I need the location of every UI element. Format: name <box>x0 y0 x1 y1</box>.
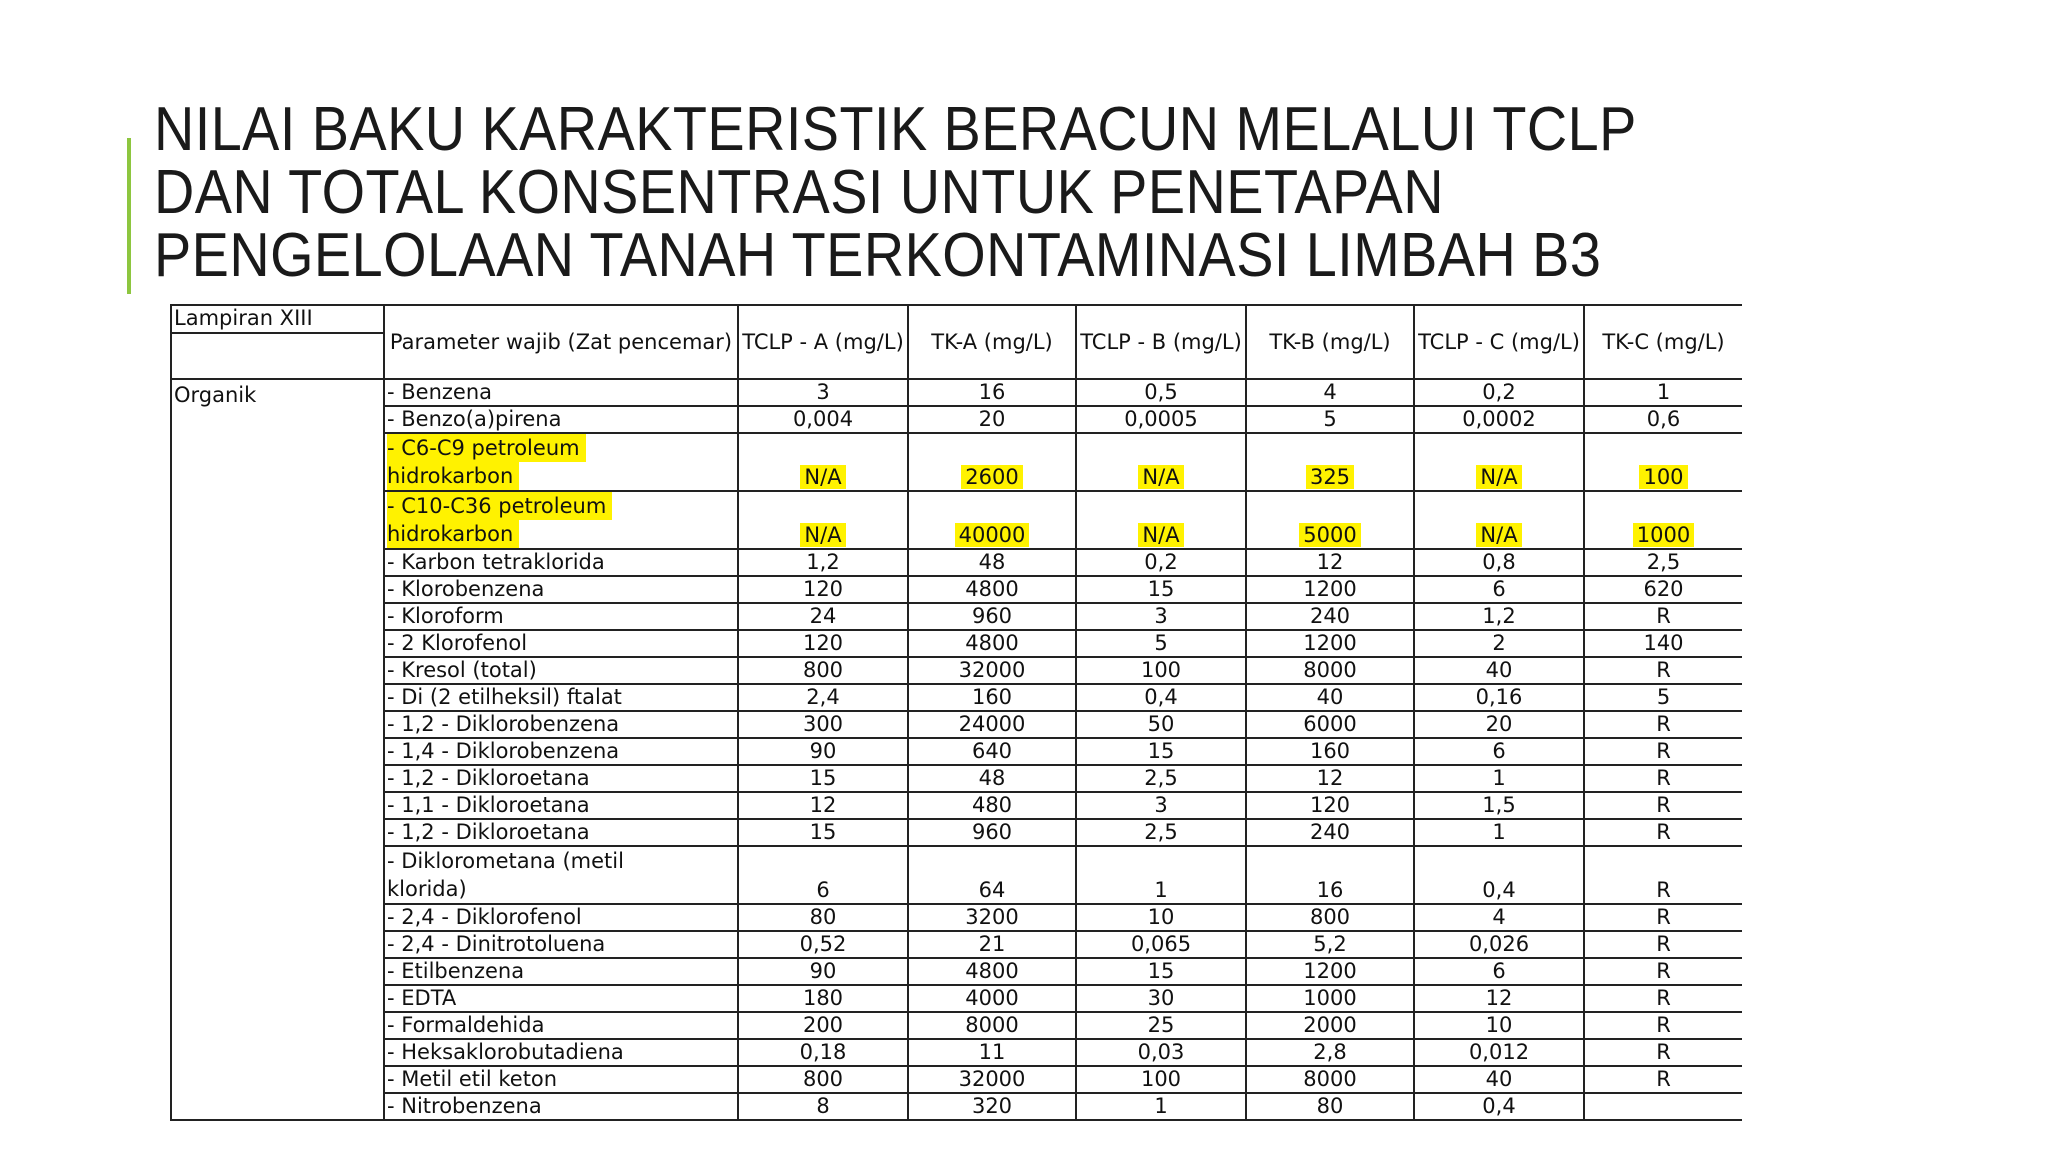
value-tclp-c: 20 <box>1414 711 1584 738</box>
value-tk-c <box>1584 1093 1742 1120</box>
value-tclp-c: 6 <box>1414 576 1584 603</box>
value-tk-c <box>1584 433 1742 491</box>
value-tclp-a: 15 <box>738 765 908 792</box>
value-tclp-b <box>1076 491 1246 549</box>
value-tclp-c: 0,2 <box>1414 379 1584 406</box>
value-tk-b: 40 <box>1246 684 1414 711</box>
value-tclp-a: 24 <box>738 603 908 630</box>
table-row <box>171 684 1742 711</box>
value-tk-a: 32000 <box>908 657 1076 684</box>
header-tk-b: TK-B (mg/L) <box>1246 305 1414 379</box>
value-tclp-b: 0,03 <box>1076 1039 1246 1066</box>
value-tclp-c: 1,2 <box>1414 603 1584 630</box>
highlighted-value: 5000 <box>1299 523 1360 547</box>
value-tk-b: 8000 <box>1246 657 1414 684</box>
value-tclp-c: 0,4 <box>1414 1093 1584 1120</box>
value-tk-a: 48 <box>908 549 1076 576</box>
table-row <box>171 819 1742 846</box>
value-tk-c: R <box>1584 904 1742 931</box>
parameter-name: - Kresol (total) <box>384 657 738 684</box>
value-tk-c: 1 <box>1584 379 1742 406</box>
value-tclp-a <box>738 491 908 549</box>
value-tk-b: 4 <box>1246 379 1414 406</box>
table-row <box>171 491 1742 549</box>
parameter-name: - Metil etil keton <box>384 1066 738 1093</box>
value-tk-c: R <box>1584 711 1742 738</box>
highlighted-value: N/A <box>1476 465 1521 489</box>
value-tk-a: 160 <box>908 684 1076 711</box>
value-tclp-a: 0,52 <box>738 931 908 958</box>
table-row <box>171 958 1742 985</box>
table-row <box>171 765 1742 792</box>
slide-title <box>154 95 1774 290</box>
value-tk-c: R <box>1584 738 1742 765</box>
highlighted-value: 40000 <box>955 523 1030 547</box>
table-row <box>171 846 1742 904</box>
value-tclp-a: 800 <box>738 657 908 684</box>
value-tk-a: 24000 <box>908 711 1076 738</box>
category-organik: Organik <box>171 379 384 1120</box>
highlighted-value: N/A <box>800 523 845 547</box>
value-tk-c: R <box>1584 1039 1742 1066</box>
parameter-name <box>384 433 738 491</box>
highlighted-value: 325 <box>1306 465 1354 489</box>
header-tk-c: TK-C (mg/L) <box>1584 305 1742 379</box>
highlighted-value: N/A <box>1476 523 1521 547</box>
value-tclp-c: 1 <box>1414 819 1584 846</box>
parameter-name: - Nitrobenzena <box>384 1093 738 1120</box>
value-tclp-b: 2,5 <box>1076 819 1246 846</box>
value-tk-b <box>1246 433 1414 491</box>
parameter-name: - 1,1 - Dikloroetana <box>384 792 738 819</box>
value-tk-b: 1000 <box>1246 985 1414 1012</box>
header-tclp-c: TCLP - C (mg/L) <box>1414 305 1584 379</box>
value-tk-c: R <box>1584 931 1742 958</box>
value-tk-a: 20 <box>908 406 1076 433</box>
value-tclp-c: 0,16 <box>1414 684 1584 711</box>
title-line-3: PENGELOLAAN TANAH TERKONTAMINASI LIMBAH B3 <box>154 221 1602 290</box>
header-tclp-a: TCLP - A (mg/L) <box>738 305 908 379</box>
value-tclp-c: 6 <box>1414 738 1584 765</box>
value-tk-b: 6000 <box>1246 711 1414 738</box>
table-row <box>171 549 1742 576</box>
value-tk-c: R <box>1584 792 1742 819</box>
value-tclp-c: 40 <box>1414 657 1584 684</box>
parameter-name-line-2: hidrokarbon <box>387 520 519 548</box>
value-tclp-c: 10 <box>1414 1012 1584 1039</box>
value-tclp-b: 1 <box>1076 846 1246 904</box>
highlighted-value: 1000 <box>1633 523 1694 547</box>
value-tclp-a: 120 <box>738 576 908 603</box>
parameter-name: - 1,2 - Dikloroetana <box>384 819 738 846</box>
value-tclp-b: 25 <box>1076 1012 1246 1039</box>
table-row <box>171 1012 1742 1039</box>
value-tclp-b: 3 <box>1076 603 1246 630</box>
parameter-name <box>384 846 738 904</box>
value-tclp-b: 0,2 <box>1076 549 1246 576</box>
value-tk-c: 5 <box>1584 684 1742 711</box>
value-tk-c: R <box>1584 1012 1742 1039</box>
value-tk-a: 4800 <box>908 576 1076 603</box>
parameter-name: - Kloroform <box>384 603 738 630</box>
value-tclp-c: 40 <box>1414 1066 1584 1093</box>
value-tk-c: R <box>1584 819 1742 846</box>
title-line-1: NILAI BAKU KARAKTERISTIK BERACUN MELALUI TCLP <box>154 95 1637 164</box>
title-accent-bar <box>127 138 131 294</box>
value-tclp-b <box>1076 433 1246 491</box>
value-tclp-a: 90 <box>738 958 908 985</box>
header-row <box>171 305 1742 333</box>
value-tk-c: 140 <box>1584 630 1742 657</box>
value-tk-a: 48 <box>908 765 1076 792</box>
table-row <box>171 904 1742 931</box>
value-tclp-a: 0,18 <box>738 1039 908 1066</box>
value-tclp-a: 200 <box>738 1012 908 1039</box>
parameter-name-line-1: - Diklorometana (metil <box>387 849 624 873</box>
value-tclp-b: 0,5 <box>1076 379 1246 406</box>
value-tclp-a: 0,004 <box>738 406 908 433</box>
value-tk-b: 120 <box>1246 792 1414 819</box>
highlighted-value: N/A <box>1138 523 1183 547</box>
value-tk-a <box>908 491 1076 549</box>
value-tk-b: 12 <box>1246 549 1414 576</box>
value-tclp-a <box>738 433 908 491</box>
value-tk-b: 8000 <box>1246 1066 1414 1093</box>
parameter-name: - 1,2 - Diklorobenzena <box>384 711 738 738</box>
value-tk-b: 160 <box>1246 738 1414 765</box>
value-tclp-a: 12 <box>738 792 908 819</box>
value-tk-a: 480 <box>908 792 1076 819</box>
parameter-name: - 1,4 - Diklorobenzena <box>384 738 738 765</box>
value-tk-c: R <box>1584 958 1742 985</box>
value-tk-c: R <box>1584 846 1742 904</box>
table-row <box>171 576 1742 603</box>
value-tclp-c: 6 <box>1414 958 1584 985</box>
value-tk-c: R <box>1584 765 1742 792</box>
parameter-name: - Karbon tetraklorida <box>384 549 738 576</box>
value-tk-b <box>1246 491 1414 549</box>
table-row <box>171 985 1742 1012</box>
value-tk-a: 64 <box>908 846 1076 904</box>
value-tk-a: 320 <box>908 1093 1076 1120</box>
value-tclp-a: 120 <box>738 630 908 657</box>
table-row <box>171 1066 1742 1093</box>
lampiran-empty-cell <box>171 333 384 379</box>
value-tclp-b: 0,0005 <box>1076 406 1246 433</box>
table-row <box>171 931 1742 958</box>
parameter-name-line-2: klorida) <box>387 877 467 901</box>
table-row <box>171 630 1742 657</box>
value-tk-b: 80 <box>1246 1093 1414 1120</box>
parameter-name: - Heksaklorobutadiena <box>384 1039 738 1066</box>
table-row <box>171 406 1742 433</box>
value-tclp-b: 2,5 <box>1076 765 1246 792</box>
parameter-name: - Etilbenzena <box>384 958 738 985</box>
parameter-name: - EDTA <box>384 985 738 1012</box>
value-tk-c: 2,5 <box>1584 549 1742 576</box>
value-tclp-c: 0,012 <box>1414 1039 1584 1066</box>
value-tk-b: 2,8 <box>1246 1039 1414 1066</box>
value-tk-c: 620 <box>1584 576 1742 603</box>
value-tclp-c: 12 <box>1414 985 1584 1012</box>
value-tk-a: 640 <box>908 738 1076 765</box>
value-tclp-c: 4 <box>1414 904 1584 931</box>
value-tclp-a: 1,2 <box>738 549 908 576</box>
value-tk-a: 16 <box>908 379 1076 406</box>
value-tclp-a: 180 <box>738 985 908 1012</box>
value-tk-a: 4800 <box>908 630 1076 657</box>
value-tk-b: 16 <box>1246 846 1414 904</box>
value-tk-a: 3200 <box>908 904 1076 931</box>
table-container <box>170 304 1742 1152</box>
lampiran-label: Lampiran XIII <box>171 305 384 333</box>
value-tclp-b: 5 <box>1076 630 1246 657</box>
value-tk-c: 0,6 <box>1584 406 1742 433</box>
value-tk-a: 8000 <box>908 1012 1076 1039</box>
value-tk-b: 5,2 <box>1246 931 1414 958</box>
value-tclp-a: 8 <box>738 1093 908 1120</box>
highlighted-value: N/A <box>800 465 845 489</box>
value-tk-a: 21 <box>908 931 1076 958</box>
highlighted-value: N/A <box>1138 465 1183 489</box>
highlighted-value: 100 <box>1639 465 1687 489</box>
value-tk-b: 800 <box>1246 904 1414 931</box>
table-row <box>171 379 1742 406</box>
value-tk-c: R <box>1584 985 1742 1012</box>
value-tclp-b: 50 <box>1076 711 1246 738</box>
value-tk-a: 4800 <box>908 958 1076 985</box>
table-row <box>171 738 1742 765</box>
value-tclp-b: 100 <box>1076 1066 1246 1093</box>
value-tk-c <box>1584 491 1742 549</box>
value-tclp-c <box>1414 433 1584 491</box>
table-row <box>171 792 1742 819</box>
value-tk-b: 5 <box>1246 406 1414 433</box>
table-row <box>171 433 1742 491</box>
value-tk-b: 240 <box>1246 819 1414 846</box>
parameter-name-line-1: - C10-C36 petroleum <box>387 492 612 520</box>
value-tclp-a: 6 <box>738 846 908 904</box>
value-tclp-c: 0,026 <box>1414 931 1584 958</box>
value-tk-a: 11 <box>908 1039 1076 1066</box>
value-tclp-a: 800 <box>738 1066 908 1093</box>
header-param: Parameter wajib (Zat pencemar) <box>384 305 738 379</box>
value-tclp-c: 0,0002 <box>1414 406 1584 433</box>
value-tclp-b: 0,4 <box>1076 684 1246 711</box>
parameter-name: - Di (2 etilheksil) ftalat <box>384 684 738 711</box>
parameter-name: - 2 Klorofenol <box>384 630 738 657</box>
value-tclp-a: 15 <box>738 819 908 846</box>
value-tclp-c: 0,4 <box>1414 846 1584 904</box>
table-row <box>171 603 1742 630</box>
value-tclp-a: 300 <box>738 711 908 738</box>
value-tclp-a: 90 <box>738 738 908 765</box>
table-row <box>171 657 1742 684</box>
value-tk-b: 240 <box>1246 603 1414 630</box>
value-tk-a <box>908 433 1076 491</box>
value-tclp-b: 15 <box>1076 958 1246 985</box>
value-tclp-b: 1 <box>1076 1093 1246 1120</box>
title-line-2: DAN TOTAL KONSENTRASI UNTUK PENETAPAN <box>154 158 1444 227</box>
value-tk-a: 4000 <box>908 985 1076 1012</box>
parameter-name-line-1: - C6-C9 petroleum <box>387 434 586 462</box>
table-row <box>171 1093 1742 1120</box>
highlighted-value: 2600 <box>961 465 1022 489</box>
value-tk-b: 1200 <box>1246 576 1414 603</box>
parameter-name: - 2,4 - Diklorofenol <box>384 904 738 931</box>
value-tk-b: 1200 <box>1246 630 1414 657</box>
parameter-name: - Klorobenzena <box>384 576 738 603</box>
parameter-name: - Formaldehida <box>384 1012 738 1039</box>
value-tclp-b: 15 <box>1076 738 1246 765</box>
parameter-name: - 2,4 - Dinitrotoluena <box>384 931 738 958</box>
value-tclp-b: 10 <box>1076 904 1246 931</box>
parameter-name: - 1,2 - Dikloroetana <box>384 765 738 792</box>
value-tclp-b: 3 <box>1076 792 1246 819</box>
value-tclp-b: 30 <box>1076 985 1246 1012</box>
table-row <box>171 711 1742 738</box>
value-tclp-b: 100 <box>1076 657 1246 684</box>
parameter-name <box>384 491 738 549</box>
value-tclp-c: 1,5 <box>1414 792 1584 819</box>
value-tk-c: R <box>1584 603 1742 630</box>
value-tk-b: 12 <box>1246 765 1414 792</box>
header-tclp-b: TCLP - B (mg/L) <box>1076 305 1246 379</box>
value-tk-a: 960 <box>908 603 1076 630</box>
parameter-name: - Benzena <box>384 379 738 406</box>
value-tclp-c: 1 <box>1414 765 1584 792</box>
value-tclp-b: 15 <box>1076 576 1246 603</box>
value-tclp-c: 0,8 <box>1414 549 1584 576</box>
parameter-name: - Benzo(a)pirena <box>384 406 738 433</box>
value-tclp-a: 3 <box>738 379 908 406</box>
value-tclp-a: 2,4 <box>738 684 908 711</box>
value-tk-a: 960 <box>908 819 1076 846</box>
value-tclp-b: 0,065 <box>1076 931 1246 958</box>
value-tk-a: 32000 <box>908 1066 1076 1093</box>
value-tk-c: R <box>1584 657 1742 684</box>
value-tk-b: 1200 <box>1246 958 1414 985</box>
value-tclp-c: 2 <box>1414 630 1584 657</box>
header-tk-a: TK-A (mg/L) <box>908 305 1076 379</box>
value-tk-c: R <box>1584 1066 1742 1093</box>
toxicity-standards-table <box>170 304 1742 1121</box>
value-tclp-a: 80 <box>738 904 908 931</box>
table-row <box>171 1039 1742 1066</box>
value-tclp-c <box>1414 491 1584 549</box>
value-tk-b: 2000 <box>1246 1012 1414 1039</box>
parameter-name-line-2: hidrokarbon <box>387 462 519 490</box>
